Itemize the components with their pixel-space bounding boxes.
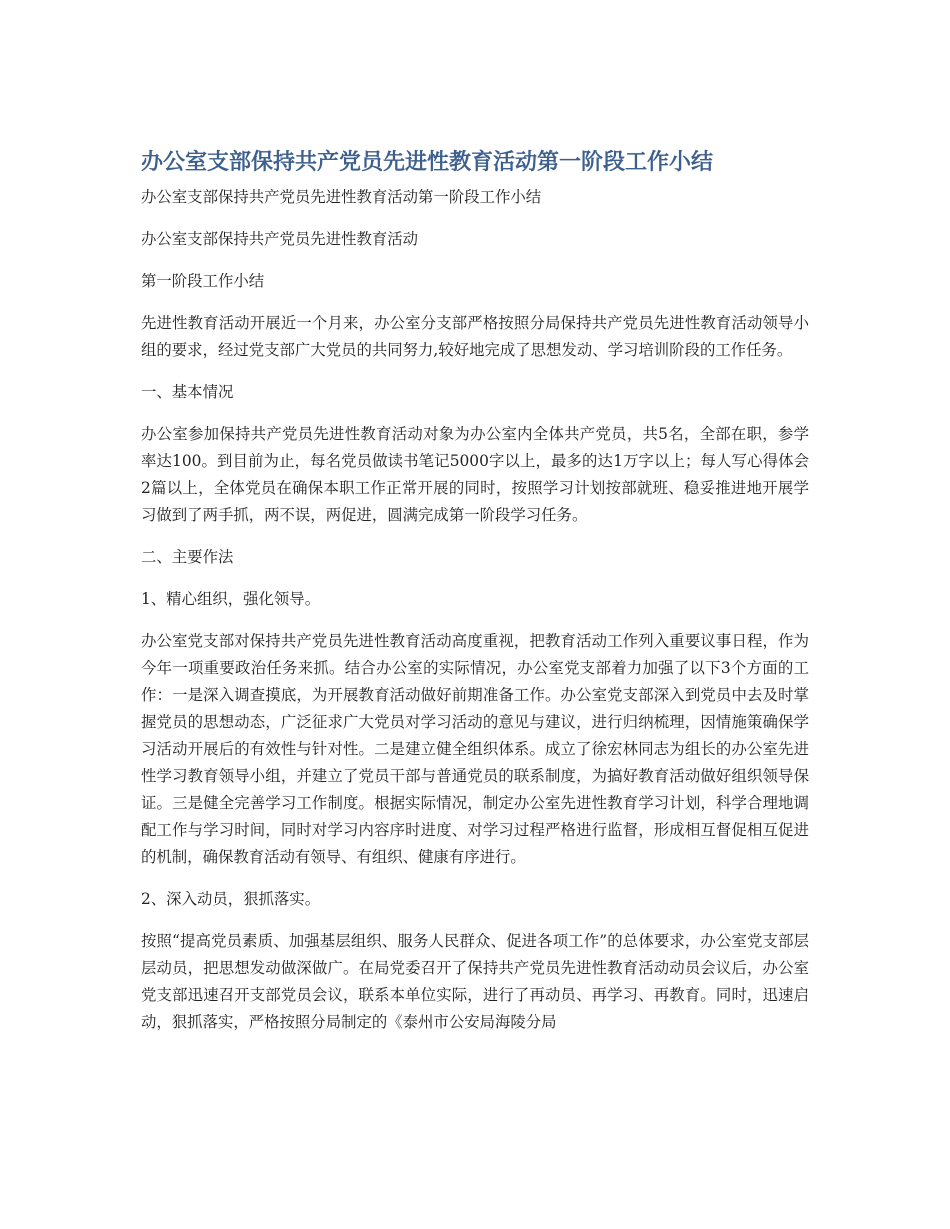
intro-paragraph: 先进性教育活动开展近一个月来，办公室分支部严格按照分局保持共产党员先进性教育活动领导小组的要求，经过党支部广大党员的共同努力,较好地完成了思想发动、学习培训阶段的工作任务。 bbox=[141, 314, 809, 359]
subheading-organization: 1、精心组织，强化领导。 bbox=[141, 590, 321, 608]
activity-name-paragraph: 办公室支部保持共产党员先进性教育活动 bbox=[141, 230, 419, 248]
subheading-mobilization: 2、深入动员，狠抓落实。 bbox=[141, 890, 321, 908]
basic-situation-paragraph: 办公室参加保持共产党员先进性教育活动对象为办公室内全体共产党员，共5名，全部在职，参学率达100。到目前为止，每名党员做读书笔记5000字以上，最多的达1万字以上；每人写心得体会2篇以上，全体党员在确保本职工作正常开展的同时，按照学习计划按部就班、稳妥推进地开展学习做到了两手抓，两不误，两促进，圆满完成第一阶段学习任务。 bbox=[141, 425, 809, 524]
mobilization-paragraph: 按照“提高党员素质、加强基层组织、服务人民群众、促进各项工作”的总体要求，办公室党支部层层动员，把思想发动做深做广。在局党委召开了保持共产党员先进性教育活动动员会议后，办公室党支部迅速召开支部党员会议，联系本单位实际，进行了再动员、再学习、再教育。同时，迅速启动，狠抓落实，严格按照分局制定的《泰州市公安局海陵分局 bbox=[141, 932, 809, 1031]
organization-paragraph: 办公室党支部对保持共产党员先进性教育活动高度重视，把教育活动工作列入重要议事日程，作为今年一项重要政治任务来抓。结合办公室的实际情况，办公室党支部着力加强了以下3个方面的工作：一是深入调查摸底，为开展教育活动做好前期准备工作。办公室党支部深入到党员中去及时掌握党员的思想动态，广泛征求广大党员对学习活动的意见与建议，进行归纳梳理，因情施策确保学习活动开展后的有效性与针对性。二是建立健全组织体系。成立了徐宏林同志为组长的办公室先进性学习教育领导小组，并建立了党员干部与普通党员的联系制度，为搞好教育活动做好组织领导保证。三是健全完善学习工作制度。根据实际情况，制定办公室先进性教育学习计划，科学合理地调配工作与学习时间，同时对学习内容序时进度、对学习过程严格进行监督，形成相互督促相互促进的机制，确保教育活动有领导、有组织、健康有序进行。 bbox=[141, 632, 809, 866]
section-heading-basic-situation: 一、基本情况 bbox=[141, 383, 234, 401]
stage-summary-heading: 第一阶段工作小结 bbox=[141, 272, 265, 290]
section-heading-main-practices: 二、主要作法 bbox=[141, 548, 234, 566]
document-title: 办公室支部保持共产党员先进性教育活动第一阶段工作小结 bbox=[141, 150, 714, 175]
subtitle-paragraph: 办公室支部保持共产党员先进性教育活动第一阶段工作小结 bbox=[141, 188, 542, 206]
document-body bbox=[141, 148, 809, 1051]
